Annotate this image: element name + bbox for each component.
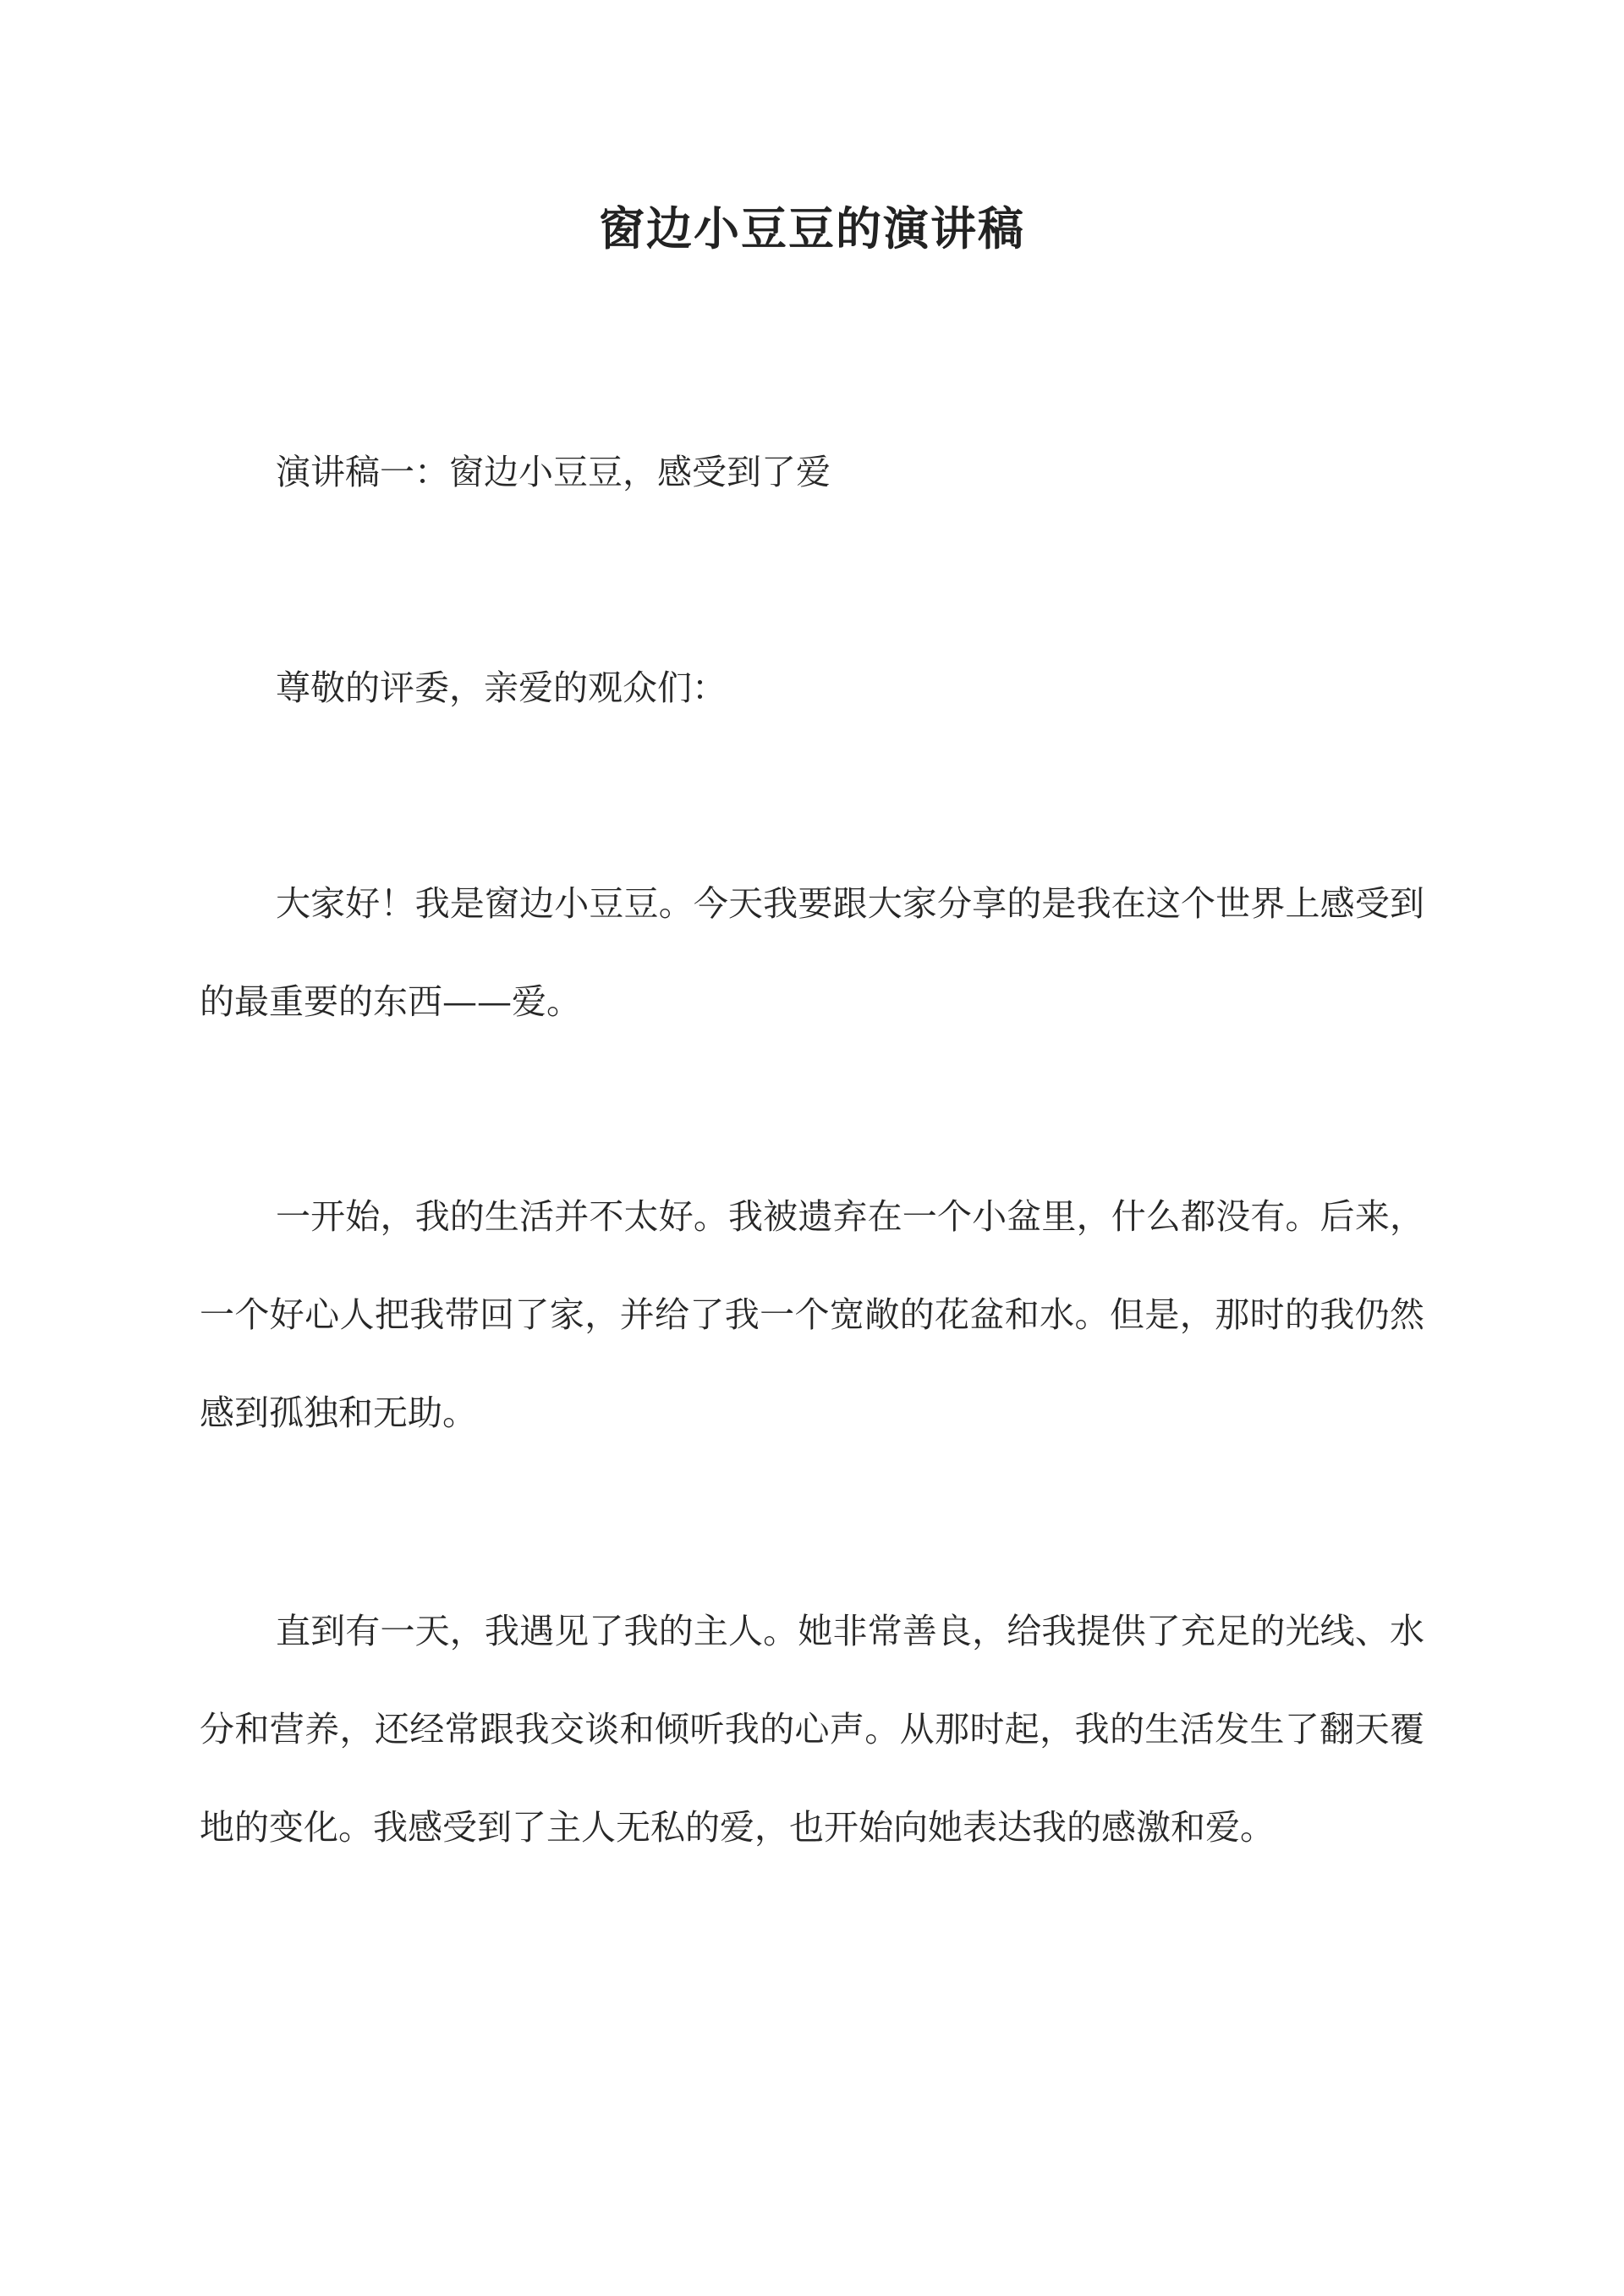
owner-paragraph: 直到有一天，我遇见了我的主人。她非常善良，给我提供了充足的光线、水分和营养，还经常跟我交谈和倾听我的心声。从那时起，我的生活发生了翻天覆地的变化。我感受到了主人无私的爱，也开始向她表达我的感激和爱。: [200, 1611, 1424, 1848]
greeting-paragraph: 大家好！我是窗边小豆豆。今天我要跟大家分享的是我在这个世界上感受到的最重要的东西——爱。: [200, 883, 1424, 1022]
document-title: 窗边小豆豆的演讲稿: [599, 201, 1025, 255]
early-life-paragraph: 一开始，我的生活并不太好。我被遗弃在一个小盆里，什么都没有。后来，一个好心人把我带回了家，并给了我一个宽敞的花盆和水。但是，那时的我仍然感到孤独和无助。: [200, 1196, 1424, 1433]
salutation-paragraph: 尊敬的评委，亲爱的观众们：: [276, 667, 727, 708]
speech-heading: 演讲稿一：窗边小豆豆，感受到了爱: [276, 452, 831, 492]
